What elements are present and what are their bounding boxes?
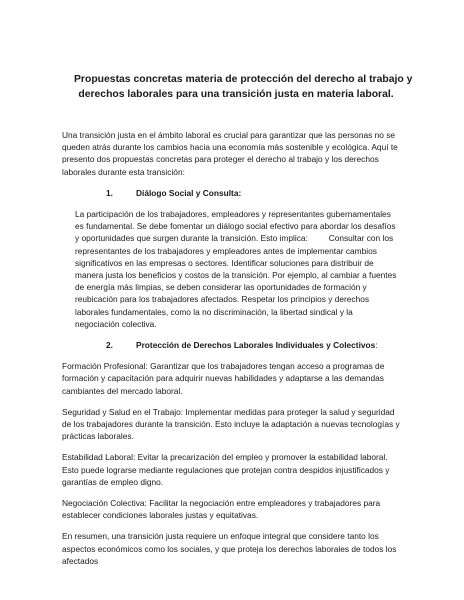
text-line: prácticas laborales. [62,431,134,442]
section-title-suffix: : [375,340,378,351]
section-title: Diálogo Social y Consulta: [136,187,242,198]
text-line: Seguridad y Salud en el Trabajo: Implementar medidas para proteger la salud y seguridad [62,406,395,417]
paragraph-formacion-profesional [62,360,406,397]
text-line: significativos en las empresas o sectores. Identificar soluciones para distribuir de [75,257,374,268]
document-title [74,72,413,102]
text-line: laborales fundamentales, como la no discriminación, la libertad sindical y la [75,306,353,317]
text-line: queden atrás durante los cambios hacia una economía más sostenible y ecológica. Aquí te [62,142,398,153]
paragraph-estabilidad-laboral [62,451,406,488]
text-line: Negociación Colectiva: Facilitar la negociación entre empleadores y trabajadores para [62,498,381,509]
text-line: En resumen, una transición justa requiere un enfoque integral que considere tanto los [62,531,379,542]
text-line: afectados [62,555,99,566]
text-line: Esto puede lograrse mediante regulaciones que protejan contra despidos injustificados y [62,464,390,475]
text-line: es fundamental. Se debe fomentar un diálogo social efectivo para abordar los desafíos [75,221,396,232]
text-line: de los trabajadores durante la transición. Esto incluye la adaptación a nuevas tecnologías y [62,419,400,430]
text-line: Formación Profesional: Garantizar que los trabajadores tengan acceso a programas de [62,361,385,372]
text-line: formación y capacitación para adquirir nuevas habilidades y adaptarse a las demandas [62,373,384,384]
text-line: laborales durante esta transición: [62,166,185,177]
title-line: derechos laborales para una transición justa en materia laboral. [78,89,394,100]
section-2-heading [106,339,406,351]
section-number: 2. [106,340,113,351]
text-line: establecer condiciones laborales justas y equitativas. [62,510,259,521]
text-line: manera justa los beneficios y costos de la transición. Por ejemplo, al cambiar a fuentes [75,270,397,281]
text-line: de energía más limpias, se deben considerar las oportunidades de formación y [75,282,367,293]
text-line: aspectos económicos como los sociales, y que proteja los derechos laborales de todos los [62,543,397,554]
text-line: La participación de los trabajadores, empleadores y representantes gubernamentales [75,209,391,220]
section-number: 1. [106,187,113,198]
text-line: y oportunidades que surgen durante la transición. Esto implica: Consultar con los [75,233,394,244]
text-line: Estabilidad Laboral: Evitar la precarización del empleo y promover la estabilidad laboral. [62,452,388,463]
intro-paragraph [62,129,406,178]
text-line: presento dos propuestas concretas para proteger el derecho al trabajo y los derechos [62,154,379,165]
paragraph-negociacion-colectiva [62,497,406,521]
title-line: Propuestas concretas materia de protección del derecho al trabajo y [74,74,413,85]
text-line: negociación colectiva. [75,318,157,329]
text-line: cambiantes del mercado laboral. [62,385,183,396]
paragraph-seguridad-salud [62,406,406,443]
paragraph-conclusion [62,530,406,567]
text-line: Una transición justa en el ámbito laboral es crucial para garantizar que las personas no se [62,130,396,140]
section-title: Protección de Derechos Laborales Individuales y Colectivos [136,340,376,351]
text-line: reubicación para los trabajadores afectados. Respetar los principios y derechos [75,294,370,305]
section-1-heading [106,187,406,199]
text-line: representantes de los trabajadores y empleadores antes de implementar cambios [75,245,377,256]
text-line: garantías de empleo digno. [62,476,164,487]
section-1-body [75,208,406,330]
